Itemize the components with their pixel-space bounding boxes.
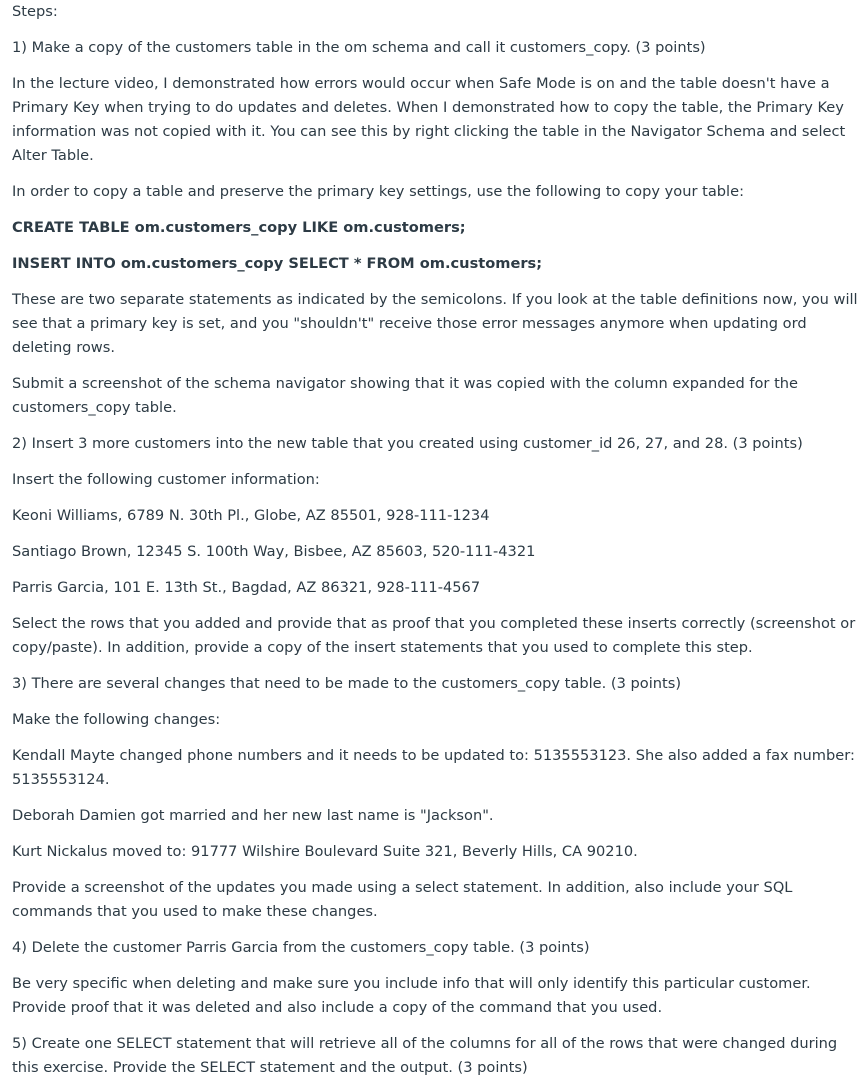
step-1-explanation: In the lecture video, I demonstrated how errors would occur when Safe Mode is on and the table doesn't have a Primary Key when trying to do updates and deletes. When I demonstrated how to copy the table, the Primary Key information was not copied with it. You can see this by right clicking the table in the Navigator Schema and select Alter Table. bbox=[12, 75, 846, 164]
change-item: Deborah Damien got married and her new last name is "Jackson". bbox=[12, 807, 494, 824]
customer-record: Parris Garcia, 101 E. 13th St., Bagdad, AZ 86321, 928-111-4567 bbox=[12, 579, 481, 596]
step-1-instruction: In order to copy a table and preserve the primary key settings, use the following to copy your table: bbox=[12, 183, 744, 200]
step-2-title: 2) Insert 3 more customers into the new table that you created using customer_id 26, 27, and 28. (3 points) bbox=[12, 435, 803, 452]
step-4-instruction: Be very specific when deleting and make sure you include info that will only identify this particular customer. Provide proof that it was deleted and also include a copy of the command that you used. bbox=[12, 975, 811, 1016]
customer-record: Santiago Brown, 12345 S. 100th Way, Bisbee, AZ 85603, 520-111-4321 bbox=[12, 543, 536, 560]
step-1-submission: Submit a screenshot of the schema navigator showing that it was copied with the column expanded for the customers_copy table. bbox=[12, 375, 799, 416]
step-4-title: 4) Delete the customer Parris Garcia from the customers_copy table. (3 points) bbox=[12, 939, 590, 956]
change-item: Kurt Nickalus moved to: 91777 Wilshire Boulevard Suite 321, Beverly Hills, CA 90210. bbox=[12, 843, 638, 860]
sql-insert-text: INSERT INTO om.customers_copy SELECT * FROM om.customers; bbox=[12, 255, 543, 272]
sql-create-statement bbox=[12, 216, 858, 240]
sql-insert-statement bbox=[12, 252, 858, 276]
step-1-title: 1) Make a copy of the customers table in the om schema and call it customers_copy. (3 points) bbox=[12, 39, 706, 56]
step-2-instruction: Insert the following customer information: bbox=[12, 471, 320, 488]
change-item: Kendall Mayte changed phone numbers and it needs to be updated to: 5135553123. She also added a fax number: 5135553124. bbox=[12, 747, 855, 788]
step-3-title: 3) There are several changes that need to be made to the customers_copy table. (3 points) bbox=[12, 675, 682, 692]
step-3-submission: Provide a screenshot of the updates you made using a select statement. In addition, also include your SQL commands that you used to make these changes. bbox=[12, 879, 793, 920]
step-5-title: 5) Create one SELECT statement that will retrieve all of the columns for all of the rows that were changed during this exercise. Provide the SELECT statement and the output. (3 points) bbox=[12, 1035, 838, 1076]
step-2-submission: Select the rows that you added and provide that as proof that you completed these inserts correctly (screenshot or copy/paste). In addition, provide a copy of the insert statements that you used to complete this step. bbox=[12, 615, 856, 656]
sql-create-text: CREATE TABLE om.customers_copy LIKE om.customers; bbox=[12, 219, 466, 236]
step-3-instruction: Make the following changes: bbox=[12, 711, 221, 728]
customer-record: Keoni Williams, 6789 N. 30th Pl., Globe, AZ 85501, 928-111-1234 bbox=[12, 507, 490, 524]
steps-heading: Steps: bbox=[12, 3, 58, 20]
step-1-note: These are two separate statements as indicated by the semicolons. If you look at the table definitions now, you will see that a primary key is set, and you "shouldn't" receive those error messages anymore when updating ord deleting rows. bbox=[12, 291, 858, 356]
